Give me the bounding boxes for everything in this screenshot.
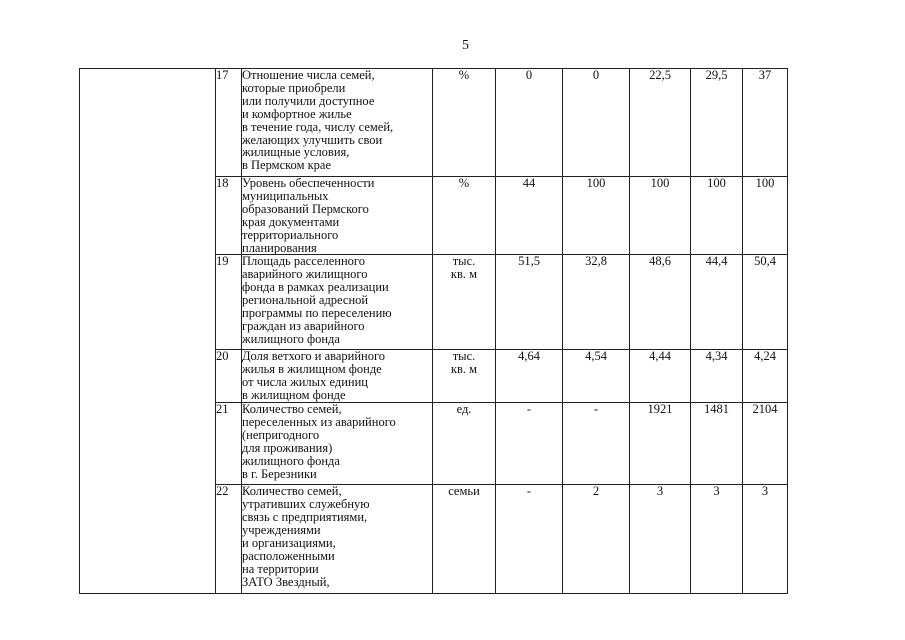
unit-text: семьи [448,484,480,499]
value-cell: 0 [563,69,630,177]
value-cell: 4,34 [691,350,743,403]
value-cell: 4,64 [496,350,563,403]
value-cell: 22,5 [630,69,691,177]
value-cell: 3 [743,485,788,594]
value-cell: 44,4 [691,255,743,350]
value-cell: 1481 [691,403,743,485]
value-cell: 4,54 [563,350,630,403]
value-cell: 29,5 [691,69,743,177]
indicator-name-text: Доля ветхого и аварийного жилья в жилищном фонде от числа жилых единиц в жилищном фонде [242,349,386,403]
value-cell: 4,24 [743,350,788,403]
indicator-name-text: Количество семей, утративших служебную связь с предприятиями, учреждениями и организациями, расположенными на территории ЗАТО Звездный, [242,484,370,589]
indicator-name-cell [242,350,433,403]
row-number-cell: 21 [216,403,242,485]
indicators-table [79,68,788,594]
unit-text: % [458,176,470,190]
unit-cell [433,177,496,255]
unit-cell [433,69,496,177]
value-cell: - [496,403,563,485]
indicator-name-text: Площадь расселенного аварийного жилищного фонда в рамках реализации региональной адресной программы по переселению граждан из аварийного жилищного фонда [242,254,392,346]
indicator-name-cell [242,177,433,255]
value-cell: - [496,485,563,594]
indicator-name-text: Отношение числа семей, которые приобрели или получили доступное и комфортное жилье в течение года, числу семей, желающих улучшить свои жилищные условия, в Пермском крае [242,68,394,173]
value-cell: 44 [496,177,563,255]
value-cell: 51,5 [496,255,563,350]
value-cell: 100 [691,177,743,255]
value-cell: 3 [691,485,743,594]
row-number-cell: 20 [216,350,242,403]
value-cell: 2104 [743,403,788,485]
value-cell: 0 [496,69,563,177]
unit-cell [433,255,496,350]
value-cell: 100 [563,177,630,255]
unit-text: ед. [456,402,472,417]
value-cell: 4,44 [630,350,691,403]
indicator-name-cell [242,485,433,594]
value-cell: 3 [630,485,691,594]
unit-text: % [458,68,470,82]
unit-cell [433,350,496,403]
value-cell: 37 [743,69,788,177]
row-number-cell: 22 [216,485,242,594]
unit-cell [433,403,496,485]
table-row [80,69,788,177]
indicator-name-text: Уровень обеспеченности муниципальных образований Пермского края документами территориального планирования [242,176,375,255]
indicator-name-cell [242,255,433,350]
unit-text: тыс. кв. м [450,349,478,377]
row-number-cell: 17 [216,69,242,177]
value-cell: - [563,403,630,485]
value-cell: 100 [630,177,691,255]
value-cell: 1921 [630,403,691,485]
indicator-name-text: Количество семей, переселенных из аварийного (непригодного для проживания) жилищного фонда в г. Березники [242,402,396,481]
value-cell: 48,6 [630,255,691,350]
value-cell: 50,4 [743,255,788,350]
value-cell: 100 [743,177,788,255]
unit-text: тыс. кв. м [450,254,478,282]
empty-left-column-cell [80,69,216,594]
row-number-cell: 18 [216,177,242,255]
page-number: 5 [462,38,469,53]
unit-cell [433,485,496,594]
row-number-cell: 19 [216,255,242,350]
indicator-name-cell [242,69,433,177]
value-cell: 32,8 [563,255,630,350]
value-cell: 2 [563,485,630,594]
indicator-name-cell [242,403,433,485]
